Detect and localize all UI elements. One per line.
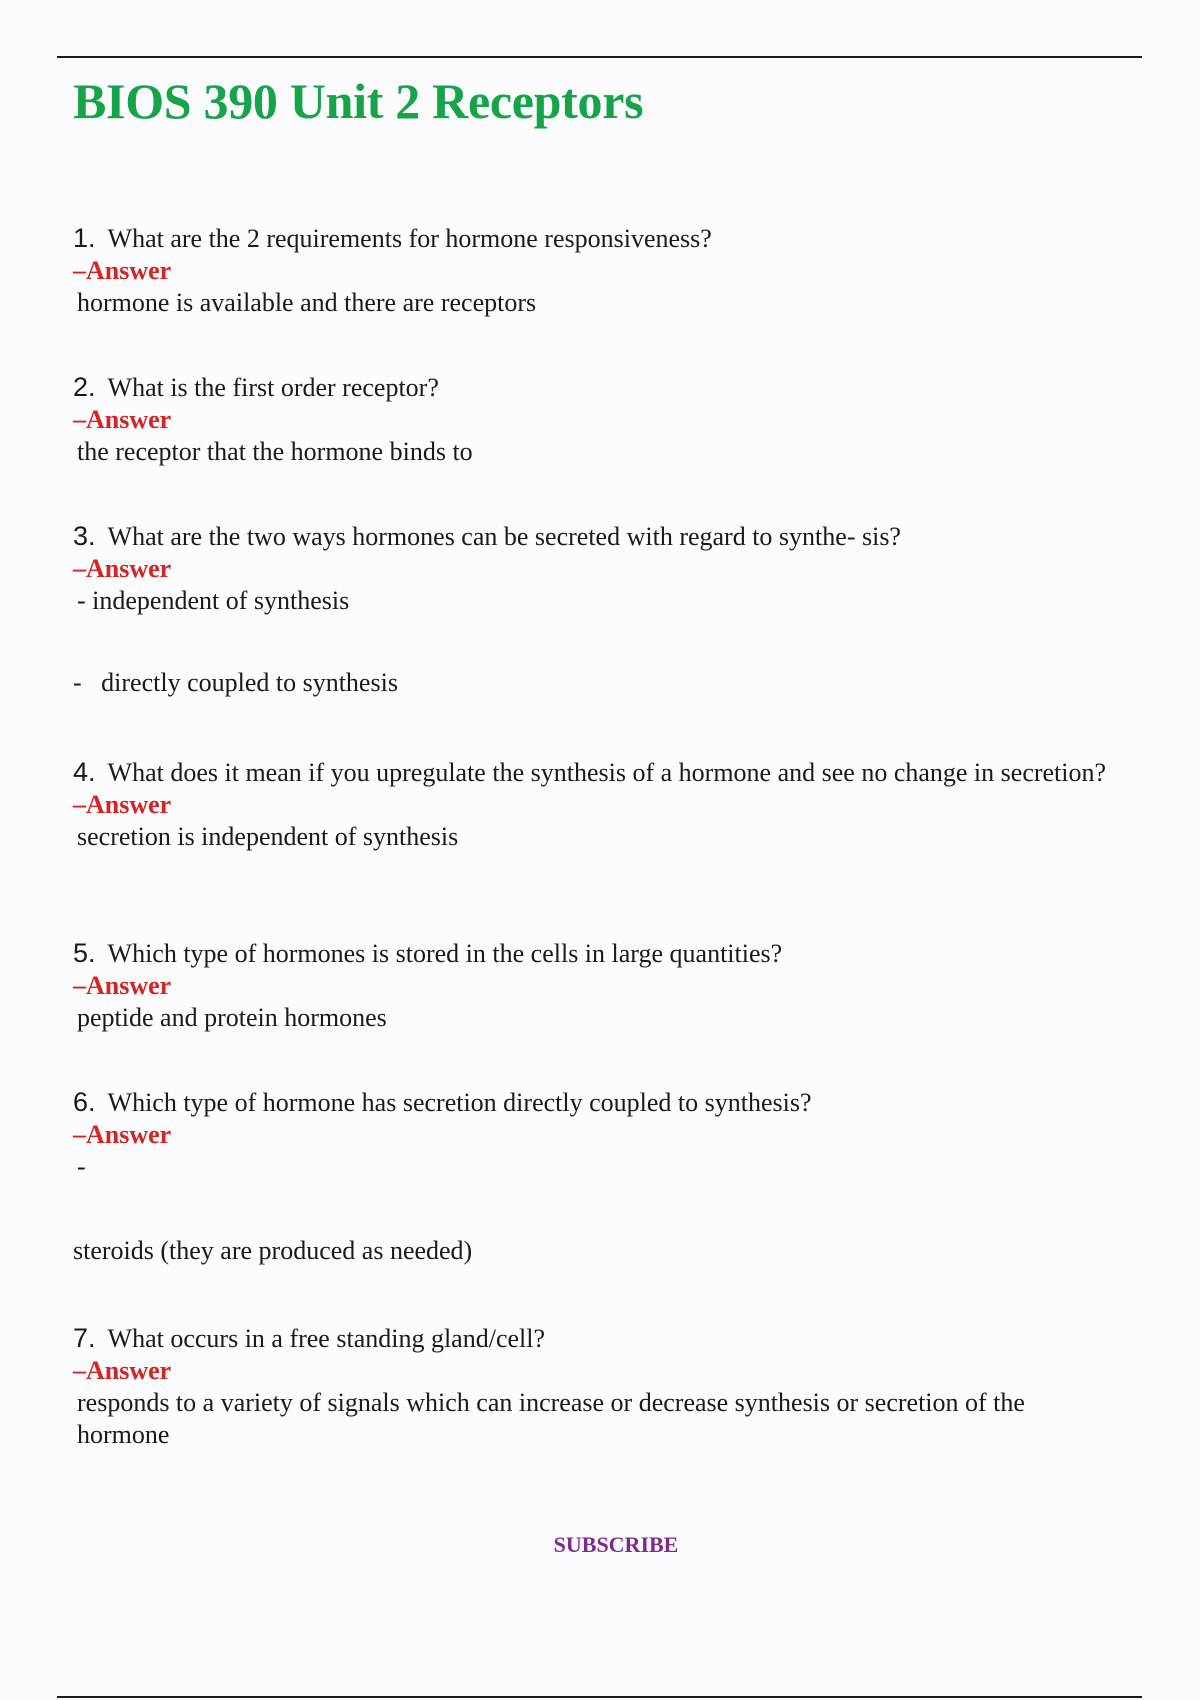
question-4: [73, 756, 1113, 853]
question-number: 1.: [73, 223, 96, 253]
question-3: [73, 520, 1113, 699]
answer-text: the receptor that the hormone binds to: [77, 437, 473, 466]
question-7: [73, 1322, 1113, 1451]
answer-text: steroids (they are produced as needed): [73, 1236, 473, 1265]
question-text: Which type of hormones is stored in the cells in large quantities?: [107, 939, 783, 968]
answer-text: -: [77, 1152, 86, 1181]
answer-text: - independent of synthesis: [77, 586, 350, 615]
answer-text: hormone is available and there are receptors: [77, 288, 537, 317]
bottom-rule: [57, 1696, 1142, 1698]
answer-text: secretion is independent of synthesis: [77, 822, 459, 851]
answer-label: –Answer: [73, 256, 172, 285]
top-rule: [57, 56, 1142, 58]
question-number: 6.: [73, 1087, 96, 1117]
question-number: 5.: [73, 938, 96, 968]
answer-label: –Answer: [73, 1356, 172, 1385]
question-number: 4.: [73, 757, 96, 787]
answer-text: - directly coupled to synthesis: [73, 668, 398, 697]
question-text: What are the 2 requirements for hormone responsiveness?: [107, 224, 712, 253]
question-text: What does it mean if you upregulate the synthesis of a hormone and see no change in secretion?: [107, 758, 1107, 787]
subscribe-link[interactable]: SUBSCRIBE: [553, 1532, 679, 1557]
question-text: What occurs in a free standing gland/cell?: [107, 1324, 546, 1353]
answer-label: –Answer: [73, 1120, 172, 1149]
question-5: [73, 937, 1113, 1034]
answer-label: –Answer: [73, 790, 172, 819]
question-number: 3.: [73, 521, 96, 551]
answer-text: peptide and protein hormones: [77, 1003, 387, 1032]
answer-label: –Answer: [73, 971, 172, 1000]
answer-label: –Answer: [73, 554, 172, 583]
question-number: 2.: [73, 372, 96, 402]
answer-label: –Answer: [73, 405, 172, 434]
page-title: BIOS 390 Unit 2 Receptors: [73, 73, 644, 129]
question-text: Which type of hormone has secretion directly coupled to synthesis?: [107, 1088, 812, 1117]
question-text: What are the two ways hormones can be secreted with regard to synthe- sis?: [107, 522, 901, 551]
question-2: [73, 371, 1113, 468]
answer-text: responds to a variety of signals which can increase or decrease synthesis or secretion of the hormone: [77, 1388, 1025, 1449]
question-1: [73, 222, 1113, 319]
question-6: [73, 1086, 1113, 1267]
question-text: What is the first order receptor?: [107, 373, 439, 402]
question-number: 7.: [73, 1323, 96, 1353]
